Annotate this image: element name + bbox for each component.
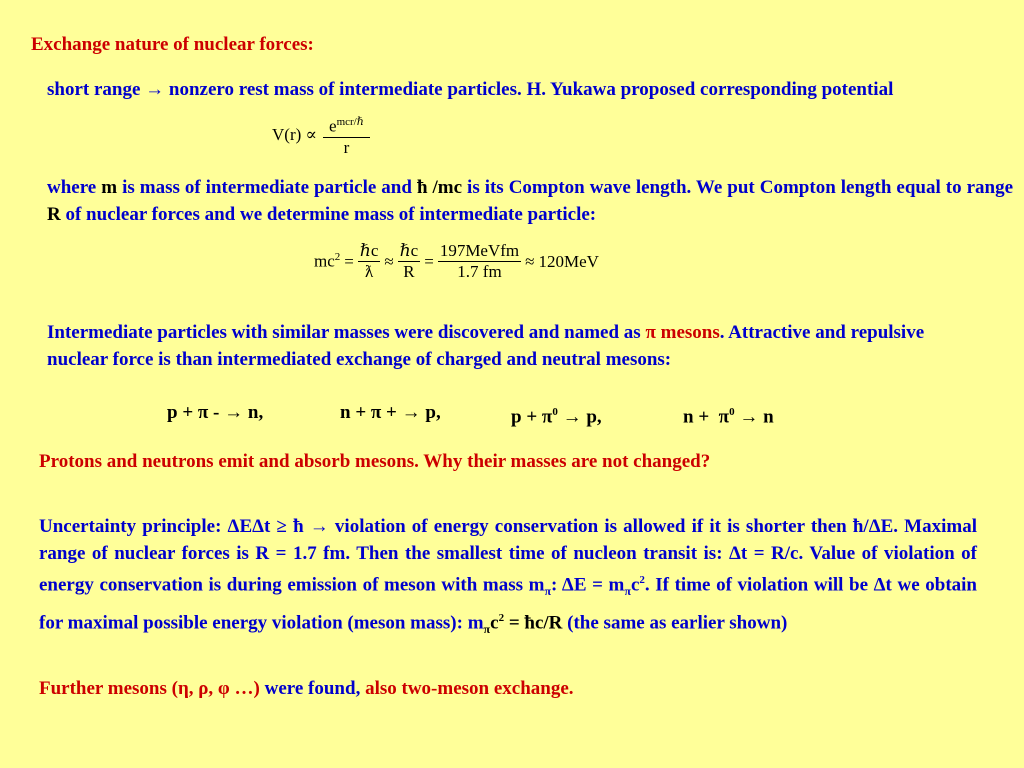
equals-2: = [424, 251, 434, 271]
result-value: 120MeV [538, 251, 599, 271]
further-text-b: were found, [264, 678, 366, 699]
reaction-3-a: p + π [511, 406, 553, 428]
uncertainty-text-c: c [630, 574, 640, 596]
further-text-a: Further mesons (η, ρ, φ …) [39, 678, 265, 699]
compton-text-R: R [47, 204, 61, 225]
compton-text-a: where [47, 177, 102, 198]
uncertainty-text-f: = ħc/R [504, 612, 563, 634]
fraction-1 [358, 241, 381, 282]
mass-question: Protons and neutrons emit and absorb mesons. Why their masses are not changed? [39, 451, 711, 472]
mesons-text-c: . Attractive and repulsive nuclear force is than intermediated exchange of charged and neutral mesons: [47, 322, 925, 370]
compton-paragraph [47, 174, 1013, 228]
reaction-4-sup: 0 [729, 406, 735, 418]
fraction-1-den: ƛ [365, 262, 374, 281]
reaction-2: n + π + → p, [340, 402, 441, 423]
uncertainty-sub-1: π [544, 584, 552, 599]
mass-exponent: 2 [334, 251, 341, 264]
uncertainty-text-b: : ΔE = m [551, 574, 625, 596]
compton-text-m: m [101, 177, 118, 198]
reaction-4-b: → n [734, 406, 774, 428]
formula-exponent: mcr/ℏ [336, 116, 364, 128]
fraction-3 [438, 241, 521, 282]
fraction-3-den: 1.7 fm [457, 262, 502, 281]
further-text-c: also two-meson exchange. [365, 678, 574, 699]
uncertainty-sub-2: π [624, 584, 631, 599]
compton-text-e: is its Compton wave length. We put Compton length equal to range [462, 177, 1014, 198]
fraction-2-den: R [403, 262, 415, 281]
reaction-4-a: n + π [683, 406, 730, 428]
reactions-row [0, 399, 1024, 426]
reaction-3-b: → p, [557, 406, 602, 428]
reaction-1: p + π - → n, [167, 402, 264, 423]
mesons-text-a: Intermediate particles with similar masses were discovered and named as [47, 322, 646, 343]
compton-text-hbar: ħ /mc [416, 177, 463, 198]
meson-mass-formula [314, 241, 599, 282]
fraction-2-num: ℏc [399, 241, 419, 260]
approx-2: ≈ [525, 251, 535, 271]
mesons-paragraph [47, 319, 977, 373]
formula-numerator [323, 112, 370, 138]
uncertainty-sub-3: π [483, 622, 491, 637]
uncertainty-paragraph [39, 513, 977, 643]
uncertainty-text-e: c [490, 612, 499, 634]
fraction-3-num: 197MeVfm [439, 241, 520, 260]
equals-1: = [344, 251, 354, 271]
further-mesons [39, 675, 574, 702]
slide-title: Exchange nature of nuclear forces: [31, 34, 314, 55]
approx-1: ≈ [384, 251, 394, 271]
mesons-text-pi: π mesons [645, 322, 720, 343]
fraction-1-num: ℏc [359, 241, 379, 260]
uncertainty-sup-1: 2 [639, 574, 645, 586]
yukawa-paragraph: short range → nonzero rest mass of intermediate particles. H. Yukawa proposed corresponding potential [47, 79, 894, 100]
uncertainty-text-g: (the same as earlier shown) [562, 612, 788, 634]
compton-text-c: is mass of intermediate particle and [117, 177, 417, 198]
reaction-3 [511, 399, 602, 430]
formula-denominator: r [343, 137, 350, 157]
uncertainty-text-d: . If time of violation will be Δt we obtain for maximal possible energy violation (meson mass): m [39, 574, 977, 634]
uncertainty-text-a: Uncertainty principle: ΔEΔt ≥ ħ → violation of energy conservation is allowed if it is shorter then ħ/ΔE. Maximal range of nuclear forces is R = 1.7 fm. Then the smallest time of nucleon transit is: Δt = R/c. Value of violation of energy conservation is during emission of meson with mass m [39, 516, 977, 596]
mass-term [314, 251, 340, 272]
fraction-2 [398, 241, 421, 282]
formula-fraction [323, 112, 370, 158]
formula-exp-base: e [329, 116, 337, 136]
mass-mc: mc [314, 251, 335, 271]
compton-text-g: of nuclear forces and we determine mass of intermediate particle: [60, 204, 597, 225]
formula-lhs: V(r) ∝ [272, 124, 318, 144]
uncertainty-sup-2: 2 [498, 612, 505, 625]
reaction-4 [683, 399, 774, 430]
reaction-3-sup: 0 [552, 406, 558, 418]
yukawa-formula [272, 112, 370, 158]
